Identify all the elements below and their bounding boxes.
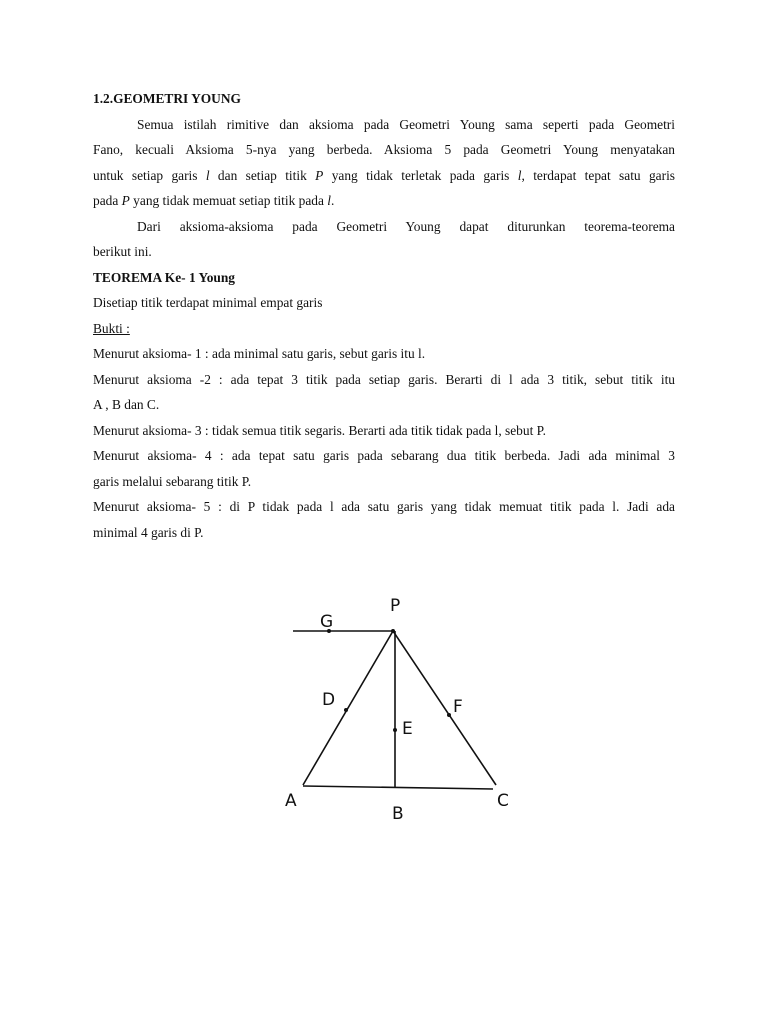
point-e	[393, 728, 397, 732]
proof-line: minimal 4 garis di P.	[93, 524, 204, 540]
theorem-title: TEOREMA Ke- 1 Young	[93, 269, 235, 285]
text-run: untuk setiap garis	[93, 167, 206, 183]
line-pa	[303, 631, 393, 785]
paragraph-line: Semua istilah rimitive dan aksioma pada Geometri Young sama seperti pada Geometri	[137, 116, 675, 132]
proof-line: garis melalui sebarang titik P.	[93, 473, 252, 489]
label-b: B	[392, 804, 404, 824]
label-e: E	[402, 719, 413, 739]
label-p: P	[390, 596, 401, 616]
text-run: .	[331, 193, 335, 208]
proof-line: Menurut aksioma -2 : ada tepat 3 titik pada setiap garis. Berarti di l ada 3 titik, sebut titik itu	[93, 371, 675, 387]
proof-line: Menurut aksioma- 5 : di P tidak pada l ada satu garis yang tidak memuat titik pada l. Jadi ada	[93, 499, 675, 514]
proof-line: Menurut aksioma- 1 : ada minimal satu garis, sebut garis itu l.	[93, 346, 426, 361]
paragraph-line: Dari aksiomа-aksioma pada Geometri Young dapat diturunkan teorema-teorema	[137, 218, 675, 234]
section-title: 1.2.GEOMETRI YOUNG	[93, 91, 241, 106]
text-run: l	[205, 167, 210, 183]
label-c: C	[497, 791, 509, 811]
proof-line: Menurut aksioma- 4 : ada tepat satu garis pada sebarang dua titik berbeda. Jadi ada minimal 3	[93, 448, 675, 463]
text-run: l	[327, 193, 332, 208]
label-g: G	[320, 612, 334, 632]
proof-line: Menurut aksioma- 3 : tidak semua titik segaris. Berarti ada titik tidak pada l, sebut P.	[93, 422, 546, 438]
label-f: F	[453, 697, 463, 717]
text-run: P	[315, 167, 324, 183]
text-run: yang tidak terletak pada garis	[323, 167, 518, 183]
line-pc	[393, 631, 496, 785]
proof-line: A , B dan C.	[93, 397, 160, 412]
paragraph-line: berikut ini.	[93, 244, 152, 259]
line-ac	[303, 786, 493, 789]
text-run: P	[121, 193, 130, 208]
text-run: l	[517, 167, 522, 183]
text-run: , terdapat tepat satu garis	[521, 167, 675, 183]
text-run: dan setiap titik	[209, 167, 316, 183]
point-p	[391, 629, 395, 633]
proof-label: Bukti :	[93, 320, 130, 336]
label-a: A	[285, 791, 297, 811]
paragraph-line: Fano, kecuali Aksioma 5-nya yang berbeda. Aksioma 5 pada Geometri Young menyatakan	[93, 142, 675, 157]
text-run: pada	[93, 193, 122, 208]
label-d: D	[322, 690, 336, 710]
theorem-statement: Disetiap titik terdapat minimal empat garis	[93, 295, 323, 310]
text-run: yang tidak memuat setiap titik pada	[129, 193, 328, 208]
point-f	[447, 713, 451, 717]
point-d	[344, 708, 348, 712]
